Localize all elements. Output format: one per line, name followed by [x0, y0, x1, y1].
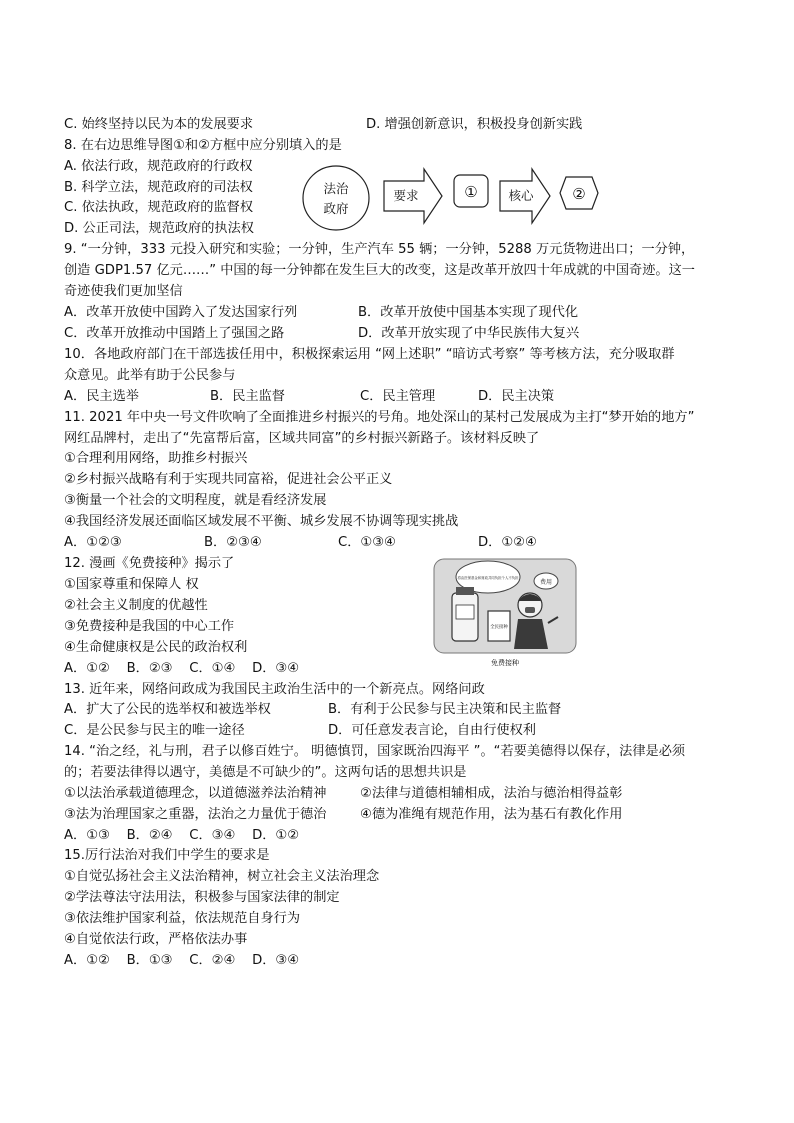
q13-option-c: C．是公民参与民主的唯一途径: [64, 723, 245, 738]
q14-options: A．①③ B．②④ C．③④ D．①②: [64, 828, 300, 843]
q7-option-c: C. 始终坚持以民为本的发展要求: [64, 117, 254, 132]
q11-option-a: A．①②③: [64, 535, 122, 550]
q13-option-d: D．可任意发表言论，自由行使权利: [328, 723, 536, 738]
q15-item-3: ③依法维护国家利益，依法规范自身行为: [64, 911, 301, 926]
comic-sign-text: 全民接种: [490, 625, 508, 630]
q8-stem: 8. 在右边思维导图①和②方框中应分别填入的是: [64, 138, 342, 153]
q15-item-4: ④自觉依法行政，严格依法办事: [64, 932, 248, 947]
comic-bubble-text: 将由医保基金和财政共同负担个人不负担: [457, 576, 519, 580]
q14-item-1: ①以法治承载道德理念，以道德滋养法治精神: [64, 786, 327, 801]
comic-caption: 免费接种: [491, 659, 519, 667]
mind-map-box-2-label: ②: [572, 185, 586, 203]
q8-option-c: C. 依法执政，规范政府的监督权: [64, 200, 254, 215]
q9-line-2: 创造 GDP1.57 亿元……” 中国的每一分钟都在发生巨大的改变，这是改革开放四十年成就的中国奇迹。这一: [64, 263, 695, 278]
q14-item-3: ③法为治理国家之重器，法治之力量优于德治: [64, 807, 327, 822]
q11-option-b: B．②③④: [204, 535, 262, 550]
q12-stem: 12. 漫画《免费接种》揭示了: [64, 556, 235, 571]
q11-option-d: D．①②④: [478, 535, 537, 550]
q10-line-1: 10．各地政府部门在干部选拔任用中，积极探索运用 “网上述职” “暗访式考察” 等考核方法，充分吸取群: [64, 347, 675, 362]
q11-option-c: C．①③④: [338, 535, 396, 550]
q15-stem: 15.厉行法治对我们中学生的要求是: [64, 848, 270, 863]
q15-item-1: ①自觉弘扬社会主义法治精神，树立社会主义法治理念: [64, 869, 380, 884]
comic-small-bubble-text: 费用: [539, 579, 553, 586]
q8-option-a: A. 依法行政，规范政府的行政权: [64, 159, 253, 174]
q15-item-2: ②学法尊法守法用法，积极参与国家法律的制定: [64, 890, 340, 905]
q10-option-d: D．民主决策: [478, 389, 555, 404]
mind-map-circle-line1: 法治: [323, 181, 349, 196]
q8-mind-map: [300, 163, 600, 243]
q12-item-1: ①国家尊重和保障人 权: [64, 577, 199, 592]
q9-option-a: A．改革开放使中国跨入了发达国家行列: [64, 305, 298, 320]
q15-options: A．①② B．①③ C．②④ D．③④: [64, 953, 300, 968]
q8-option-b: B. 科学立法，规范政府的司法权: [64, 180, 253, 195]
mind-map-circle-line2: 政府: [323, 201, 349, 216]
q14-line-1: 14. “治之经，礼与刑，君子以修百姓宁。 明德慎罚，国家既治四海平 ”。“若要美德得以保存，法律是必须: [64, 744, 686, 759]
q11-item-2: ②乡村振兴战略有利于实现共同富裕，促进社会公平正义: [64, 472, 393, 487]
q9-line-1: 9. “一分钟，333 元投入研究和实验；一分钟，生产汽车 55 辆；一分钟，5288 万元货物进出口；一分钟，: [64, 242, 695, 257]
q11-item-3: ③衡量一个社会的文明程度，就是看经济发展: [64, 493, 327, 508]
q11-line-1: 11. 2021 年中央一号文件吹响了全面推进乡村振兴的号角。地处深山的某村己发展成为主打“梦开始的地方”: [64, 410, 695, 425]
mind-map-circle: [303, 166, 369, 230]
q12-item-3: ③免费接种是我国的中心工作: [64, 619, 235, 634]
q10-option-b: B．民主监督: [210, 389, 285, 404]
q13-stem: 13. 近年来，网络问政成为我国民主政治生活中的一个新亮点。网络问政: [64, 682, 485, 697]
q13-option-a: A．扩大了公民的选举权和被选举权: [64, 702, 271, 717]
q10-line-2: 众意见。此举有助于公民参与: [64, 368, 236, 383]
q10-option-c: C．民主管理: [360, 389, 436, 404]
q7-option-d: D. 增强创新意识，积极投身创新实践: [366, 117, 583, 132]
q9-option-c: C．改革开放推动中国踏上了强国之路: [64, 326, 285, 341]
q9-option-b: B．改革开放使中国基本实现了现代化: [358, 305, 579, 320]
q8-option-d: D. 公正司法，规范政府的执法权: [64, 221, 254, 236]
q9-option-d: D．改革开放实现了中华民族伟大复兴: [358, 326, 580, 341]
mind-map-box-1-label: ①: [464, 183, 478, 201]
q11-line-2: 网红品牌村，走出了“先富帮后富，区域共同富”的乡村振兴新路子。该材料反映了: [64, 431, 540, 446]
q13-option-b: B．有利于公民参与民主决策和民主监督: [328, 702, 562, 717]
q12-comic-image: [430, 553, 580, 671]
q12-item-4: ④生命健康权是公民的政治权利: [64, 640, 248, 655]
q12-options: A．①② B．②③ C．①④ D．③④: [64, 661, 300, 676]
q12-item-2: ②社会主义制度的优越性: [64, 598, 208, 613]
q10-option-a: A．民主选举: [64, 389, 139, 404]
q9-line-3: 奇迹使我们更加坚信: [64, 284, 183, 299]
mind-map-arrow-core-label: 核心: [508, 188, 534, 203]
q14-line-2: 的；若要法律得以遇守，美德是不可缺少的”。这两句话的思想共识是: [64, 765, 467, 780]
q14-item-4: ④德为准绳有规范作用，法为基石有教化作用: [360, 807, 623, 822]
q14-item-2: ②法律与道德相辅相成，法治与德治相得益彰: [360, 786, 623, 801]
q11-item-4: ④我国经济发展还面临区域发展不平衡、城乡发展不协调等现实挑战: [64, 514, 459, 529]
mind-map-arrow-require-label: 要求: [393, 188, 419, 203]
q11-item-1: ①合理利用网络，助推乡村振兴: [64, 451, 248, 466]
